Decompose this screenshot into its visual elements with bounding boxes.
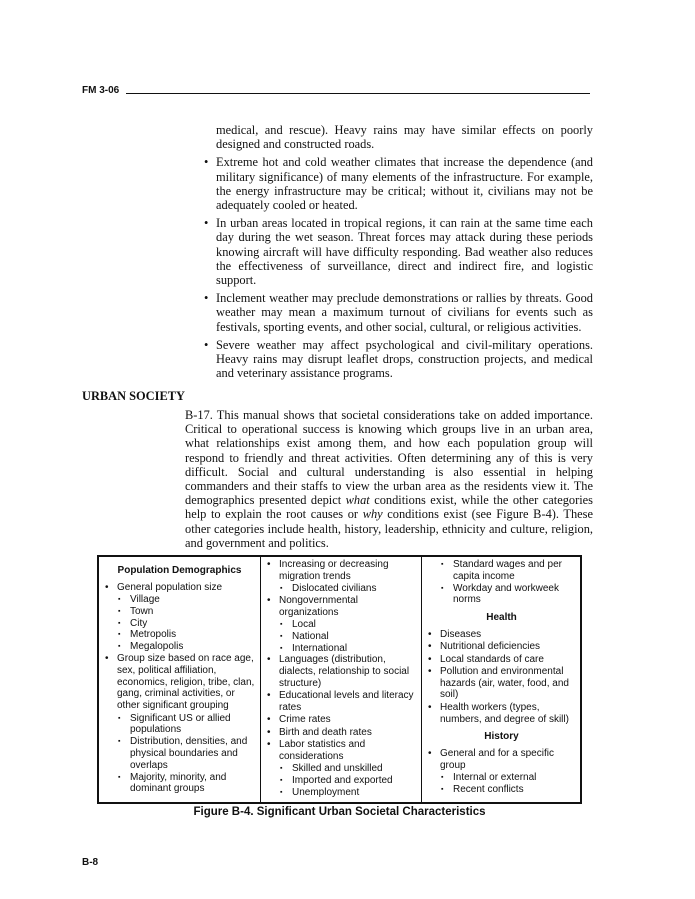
- section-heading: URBAN SOCIETY: [82, 389, 185, 403]
- figure-bullet: • Educational levels and literacy rates: [265, 690, 417, 714]
- continuation-span: medical, and rescue). Heavy rains may have similar effects on poorly designed and constructed roads.: [216, 123, 593, 152]
- figure-subbullet: ▪ Metropolis: [103, 629, 256, 641]
- figure-b4-table: [97, 555, 582, 804]
- figure-subbullet: ▪ Majority, minority, and dominant groups: [103, 772, 256, 796]
- figure-subbullet: ▪ Internal or external: [426, 772, 577, 784]
- figure-subbullet: ▪ City: [103, 618, 256, 630]
- weather-text: [216, 123, 593, 384]
- figure-column: [421, 557, 581, 802]
- paragraph-b17: [185, 408, 593, 550]
- running-header: FM 3-06: [82, 85, 120, 96]
- figure-subbullet: ▪ Significant US or allied populations: [103, 713, 256, 737]
- figure-caption: Figure B-4. Significant Urban Societal Characteristics: [193, 806, 486, 818]
- figure-bullet: • Diseases: [426, 629, 577, 641]
- figure-subbullet: ▪ Unemployment: [265, 787, 417, 799]
- page-number: B-8: [82, 857, 99, 868]
- figure-subbullet: ▪ Standard wages and per capita income: [426, 559, 577, 583]
- figure-bullet: • Languages (distribution, dialects, relationship to social structure): [265, 654, 417, 689]
- continuation-text: [216, 123, 593, 151]
- figure-column: [260, 557, 421, 802]
- figure-bullet: • Health workers (types, numbers, and degree of skill): [426, 702, 577, 726]
- bullet-item: • Severe weather may affect psychological and civil-military operations. Heavy rains may disrupt leaflet drops, construction projects, and medical and veterinary assistance programs.: [216, 338, 593, 381]
- figure-subbullet: ▪ Distribution, densities, and physical boundaries and overlaps: [103, 736, 256, 771]
- figure-bullet: • Birth and death rates: [265, 727, 417, 739]
- figure-subbullet: ▪ Imported and exported: [265, 775, 417, 787]
- bullet-item: • In urban areas located in tropical regions, it can rain at the same time each day during the wet season. Threat forces may attack during these periods knowing aircraft will have difficulty responding. Bad weather also reduces the effectiveness of surveillance, direct and indirect fire, and logistic support.: [216, 216, 593, 287]
- para-text: B-17. This manual shows that societal considerations take on added importance. Critical to operational success is knowing which groups live in an urban area, what relationships exist among them, and how each population group will respond to friendly and threat activities. Often determining any of this is very difficult. Social and cultural understanding is also essential in helping commanders and their staffs to view the urban area as the residents view it. The demographics presented depict: [185, 408, 593, 508]
- figure-subbullet: ▪ Town: [103, 606, 256, 618]
- bullet-item: • Extreme hot and cold weather climates that increase the dependence (and military significance) of many elements of the infrastructure. For example, the energy infrastructure may be critical; without it, civilians may not be adequately cooled or heated.: [216, 155, 593, 212]
- figure-subbullet: ▪ Skilled and unskilled: [265, 763, 417, 775]
- figure-subbullet: ▪ National: [265, 631, 417, 643]
- figure-subbullet: ▪ Village: [103, 594, 256, 606]
- figure-subbullet: ▪ Recent conflicts: [426, 784, 577, 796]
- figure-subbullet: ▪ Dislocated civilians: [265, 583, 417, 595]
- figure-column: [99, 557, 260, 802]
- figure-bullet: • Nongovernmental organizations: [265, 595, 417, 619]
- para-text: conditions exist (see Figure B-4). These other categories include health, history, leadership, ethnicity and culture, religion, and government and politics.: [185, 507, 593, 550]
- figure-bullet: • Labor statistics and considerations: [265, 739, 417, 763]
- emphasis-why: why: [362, 507, 383, 522]
- bullet-item: • Inclement weather may preclude demonstrations or rallies by threats. Good weather may mean a maximum turnout of civilians for events such as festivals, sporting events, and other social, cultural, or religious activities.: [216, 291, 593, 334]
- para-text: conditions exist, while the other categories help to explain the root causes or: [185, 493, 593, 522]
- figure-bullet: • General and for a specific group: [426, 748, 577, 772]
- figure-heading: Population Demographics: [117, 565, 242, 576]
- figure-bullet: • Crime rates: [265, 714, 417, 726]
- figure-bullet: • Nutritional deficiencies: [426, 641, 577, 653]
- figure-subbullet: ▪ Megalopolis: [103, 641, 256, 653]
- figure-heading: History: [484, 731, 519, 743]
- figure-subbullet: ▪ International: [265, 643, 417, 655]
- figure-bullet: • Increasing or decreasing migration trends: [265, 559, 417, 583]
- figure-subbullet: ▪ Workday and workweek norms: [426, 583, 577, 607]
- figure-bullet: • Pollution and environmental hazards (air, water, food, and soil): [426, 666, 577, 701]
- figure-bullet: • Local standards of care: [426, 654, 577, 666]
- figure-bullet: • General population size: [103, 582, 256, 594]
- header-rule: [126, 93, 590, 94]
- figure-bullet: • Group size based on race age, sex, political affiliation, economics, religion, tribe, clan, gang, criminal activities, or other significant grouping: [103, 653, 256, 712]
- figure-heading: Health: [486, 612, 517, 624]
- emphasis-what: what: [345, 493, 370, 508]
- figure-subbullet: ▪ Local: [265, 619, 417, 631]
